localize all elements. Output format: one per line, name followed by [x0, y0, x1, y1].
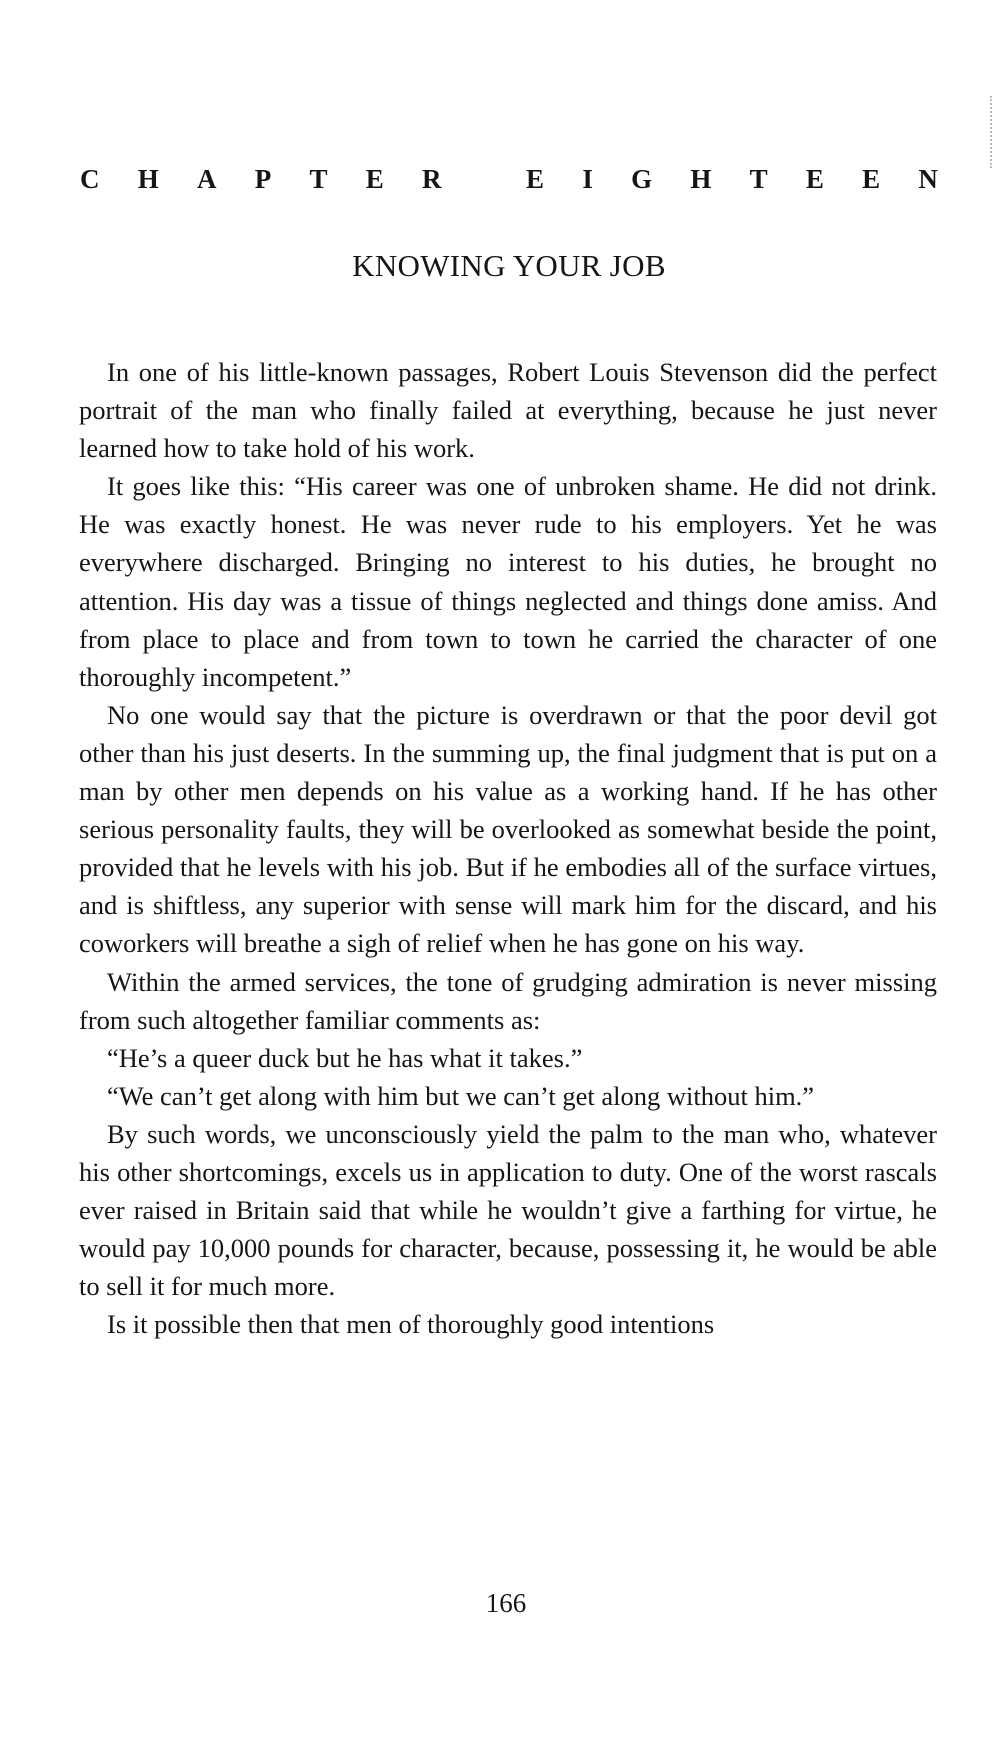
- chapter-letter: R: [422, 164, 442, 194]
- chapter-letter: T: [749, 164, 768, 194]
- body-text: [79, 353, 937, 1343]
- paragraph: “He’s a queer duck but he has what it takes.”: [107, 1042, 583, 1073]
- page-number: 166: [485, 1588, 527, 1618]
- chapter-letter: T: [309, 164, 328, 194]
- paragraph: In one of his little-known passages, Robert Louis Stevenson did the perfect portrait of the man who finally failed at everything, because he just never learned how to take hold of his work.: [79, 357, 937, 464]
- chapter-letter: G: [631, 164, 653, 194]
- paragraph: “We can’t get along with him but we can’t get along without him.”: [107, 1080, 815, 1111]
- chapter-letter: E: [365, 164, 384, 194]
- chapter-letter: P: [254, 164, 272, 194]
- paragraph: Is it possible then that men of thoroughly good intentions: [107, 1309, 715, 1340]
- chapter-letter: E: [805, 164, 824, 194]
- chapter-letter: E: [526, 164, 545, 194]
- paragraph: No one would say that the picture is overdrawn or that the poor devil got other than his just deserts. In the summing up, the final judgment that is put on a man by other men depends on his value as a working hand. If he has other serious personality faults, they will be overlooked as somewhat beside the point, provided that he levels with his job. But if he embodies all of the surface virtues, and is shiftless, any superior with sense will mark him for the discard, and his coworkers will breathe a sigh of relief when he has gone on his way.: [79, 699, 937, 959]
- chapter-letter: H: [690, 164, 712, 194]
- chapter-letter: N: [918, 164, 938, 194]
- chapter-letter: H: [137, 164, 159, 194]
- paragraph: It goes like this: “His career was one of unbroken shame. He did not drink. He was exactly honest. He was never rude to his employers. Yet he was everywhere discharged. Bringing no interest to his duties, he brought no attention. His day was a tissue of things neglected and things done amiss. And from place to place and from town to town he carried the character of one thoroughly incompetent.”: [79, 471, 937, 692]
- chapter-letter: C: [80, 164, 100, 194]
- scan-edge-mark: [990, 96, 994, 168]
- paragraph: By such words, we unconsciously yield the palm to the man who, whatever his other shortcomings, excels us in application to duty. One of the worst rascals ever raised in Britain said that while he wouldn’t give a farthing for virtue, he would pay 10,000 pounds for character, because, possessing it, he would be able to sell it for much more.: [79, 1118, 937, 1302]
- chapter-label: [80, 166, 938, 193]
- chapter-letter: E: [862, 164, 881, 194]
- chapter-title: KNOWING YOUR JOB: [352, 248, 666, 283]
- paragraph: Within the armed services, the tone of grudging admiration is never missing from such altogether familiar comments as:: [79, 966, 937, 1035]
- chapter-letter: I: [582, 164, 593, 194]
- chapter-word-gap: [480, 166, 488, 193]
- chapter-letter: A: [197, 164, 217, 194]
